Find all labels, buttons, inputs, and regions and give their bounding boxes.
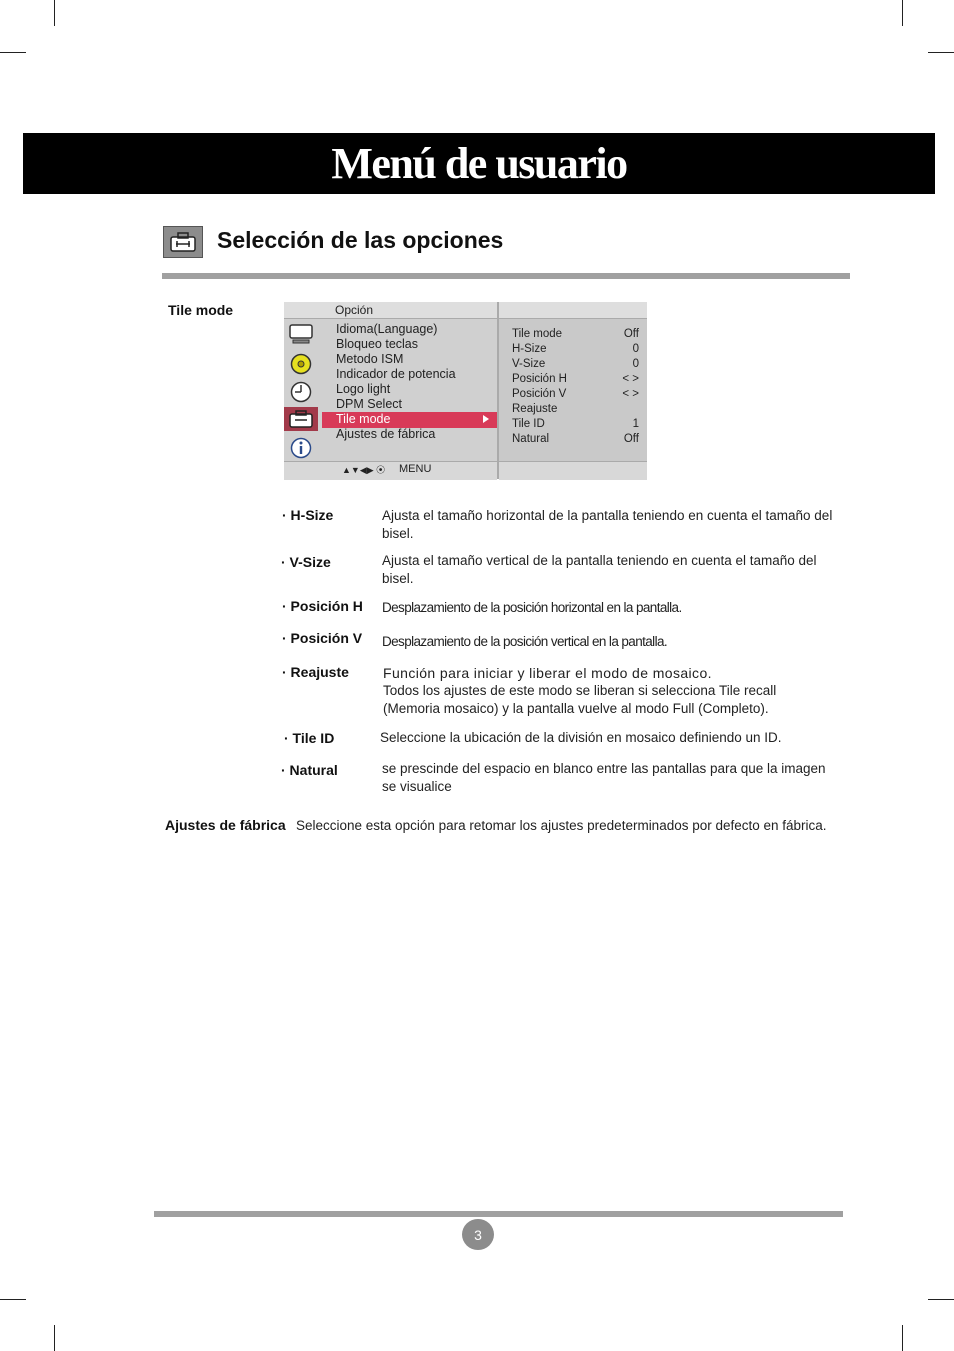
page-number: 3 [462,1219,494,1250]
section-title: Selección de las opciones [217,227,504,253]
option-desc-h-size: Ajusta el tamaño horizontal de la pantalla teniendo en cuenta el tamaño del bisel. [382,508,833,541]
osd-sub-label[interactable]: Tile ID [512,418,545,430]
osd-sub-label[interactable]: H-Size [512,343,547,355]
osd-header-right [499,302,647,319]
osd-footer [284,461,497,480]
osd-sub-label[interactable]: Natural [512,433,550,445]
crop-mark [928,52,954,53]
osd-sub-label[interactable]: Posición V [512,388,567,400]
osd-item[interactable]: Bloqueo teclas [336,337,419,351]
color-disc-icon[interactable] [288,352,314,376]
osd-sub-label[interactable]: V-Size [512,358,546,370]
factory-desc: Seleccione esta opción para retomar los ajustes predeterminados por defecto en fábrica. [296,818,827,833]
osd-sub-label[interactable]: Tile mode [512,328,563,340]
navigation-arrows-icon: ▲▼◀▶ ⦿ [342,465,386,475]
osd-item[interactable]: Idioma(Language) [336,322,438,336]
osd-menu [284,302,647,479]
page-title: Menú de usuario [23,133,935,194]
toolbox-icon[interactable] [284,407,318,431]
crop-mark [0,52,26,53]
osd-sub-value: 0 [632,343,639,355]
toolbox-icon [163,226,203,258]
osd-menu-label: MENU [399,463,432,475]
info-icon[interactable] [288,436,314,460]
osd-header [284,302,497,319]
osd-item[interactable]: DPM Select [336,397,402,411]
osd-item[interactable]: Indicador de potencia [336,367,456,381]
option-desc-natural: se prescinde del espacio en blanco entre las pantallas para que la imagen se visualice [382,761,826,794]
osd-sub-label[interactable]: Reajuste [512,403,558,415]
crop-mark [928,1299,954,1300]
osd-sub-value: < > [622,388,639,400]
chevron-right-icon [483,415,489,423]
clock-icon[interactable] [288,380,314,404]
crop-mark [902,1325,903,1351]
crop-mark [54,0,55,26]
section-divider [162,273,850,279]
osd-icon-column [284,319,318,461]
osd-sub-value: 1 [632,418,639,430]
monitor-icon[interactable] [288,322,314,346]
osd-sub-value: Off [623,433,639,445]
crop-mark [0,1299,26,1300]
option-desc-posicion-h: Desplazamiento de la posición horizontal en la pantalla. [382,600,682,615]
osd-item[interactable]: Logo light [336,382,391,396]
osd-title: Opción [335,303,374,317]
osd-item[interactable]: Ajustes de fábrica [336,427,436,441]
option-label-posicion-v: · Posición V [282,630,363,646]
crop-mark [902,0,903,26]
osd-item[interactable]: Metodo ISM [336,352,404,366]
option-label-h-size: · H-Size [282,507,334,523]
osd-sub-value: Off [623,328,639,340]
option-label-posicion-h: · Posición H [282,598,363,614]
osd-footer-right [499,461,647,480]
option-label-v-size: · V-Size [281,554,331,570]
option-desc-reajuste-detail: Todos los ajustes de este modo se liberan si selecciona Tile recall (Memoria mosaico) y la pantalla vuelve al modo Full (Completo). [383,683,777,716]
osd-sub-value: 0 [632,358,639,370]
osd-sub-label[interactable]: Posición H [512,373,567,385]
option-desc-tile-id: Seleccione la ubicación de la división en mosaico definiendo un ID. [380,730,782,745]
osd-sub-value: < > [622,373,639,385]
option-label-tile-id: · Tile ID [284,730,335,746]
tile-mode-label: Tile mode [168,302,234,318]
option-label-reajuste: · Reajuste [282,664,349,680]
option-desc-reajuste: Función para iniciar y liberar el modo de mosaico. [383,665,712,681]
option-label-natural: · Natural [281,762,338,778]
factory-label: Ajustes de fábrica [165,817,286,833]
footer-divider [154,1211,843,1217]
option-desc-v-size: Ajusta el tamaño vertical de la pantalla teniendo en cuenta el tamaño del bisel. [382,553,817,586]
osd-item-selected[interactable]: Tile mode [336,412,391,426]
crop-mark [54,1325,55,1351]
option-desc-posicion-v: Desplazamiento de la posición vertical en la pantalla. [382,634,668,649]
